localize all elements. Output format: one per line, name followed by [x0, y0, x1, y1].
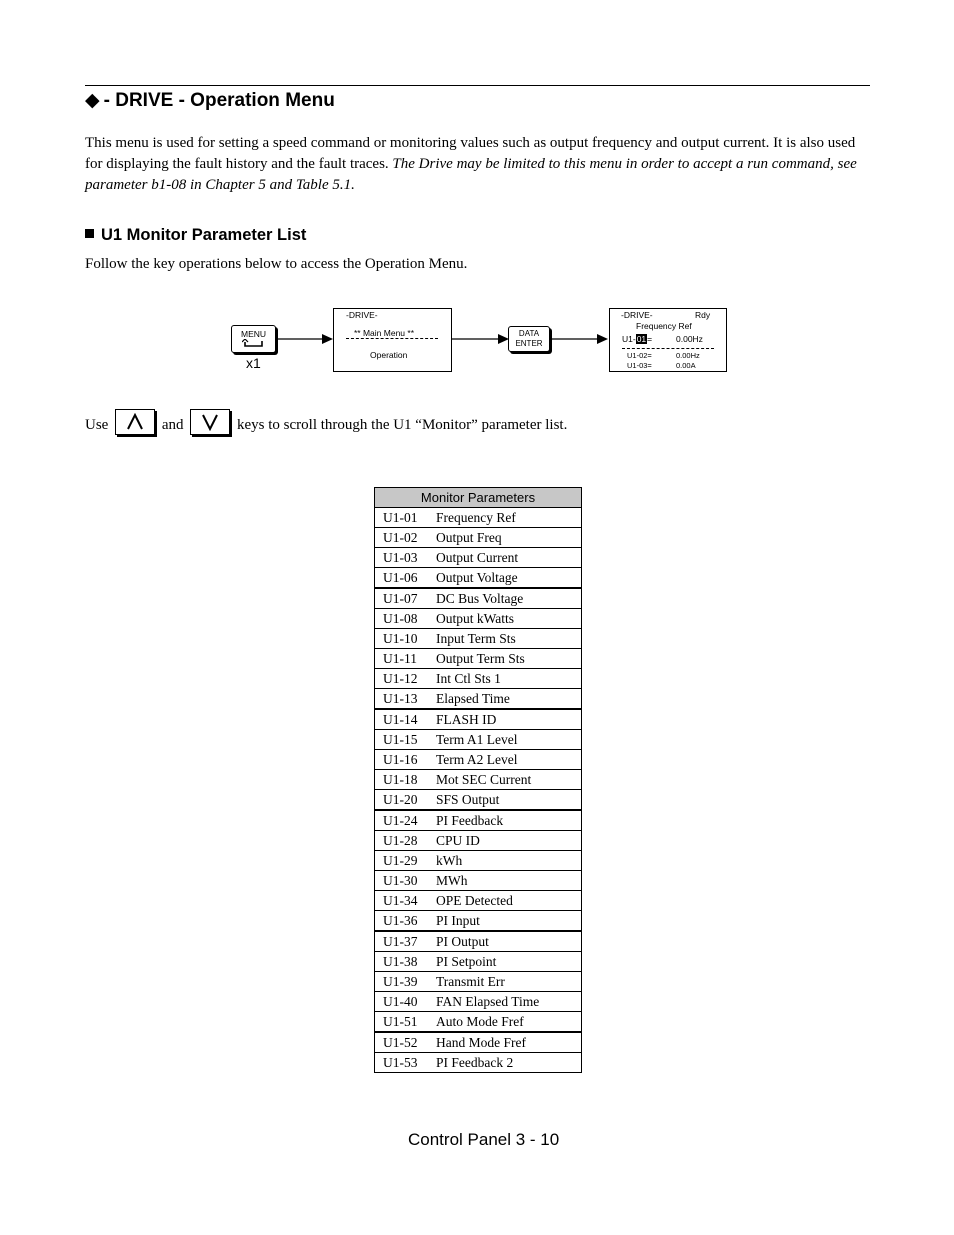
- top-rule: [85, 85, 870, 86]
- data-key-line1: DATA: [518, 329, 540, 338]
- lcd2-line3-prefix: U1-: [622, 334, 636, 344]
- lcd2-line1-left: -DRIVE-: [621, 310, 653, 320]
- lcd1-line3: Operation: [370, 350, 408, 360]
- table-row: [375, 568, 582, 589]
- up-key: [115, 409, 155, 435]
- table-row: [375, 891, 582, 911]
- parameter-code: U1-10: [375, 629, 437, 649]
- table-row: [375, 1032, 582, 1053]
- table-row: [375, 790, 582, 811]
- lcd-main-menu: [333, 308, 452, 372]
- parameter-code: U1-12: [375, 669, 437, 689]
- arrow-2: [452, 332, 510, 346]
- scroll-rest-text: keys to scroll through the U1 “Monitor” parameter list.: [237, 417, 568, 433]
- parameter-name: Output Freq: [436, 528, 582, 548]
- parameter-code: U1-06: [375, 568, 437, 589]
- table-row: [375, 750, 582, 770]
- parameter-name: SFS Output: [436, 790, 582, 811]
- return-arrow-icon: [242, 339, 266, 349]
- table-row: [375, 609, 582, 629]
- square-bullet-icon: [85, 229, 94, 238]
- parameter-name: Mot SEC Current: [436, 770, 582, 790]
- parameter-name: Output Voltage: [436, 568, 582, 589]
- parameter-code: U1-24: [375, 810, 437, 831]
- down-arrow-icon: [201, 413, 219, 431]
- lcd2-line3-eq: =: [647, 334, 653, 344]
- table-row: [375, 931, 582, 952]
- parameter-name: Hand Mode Fref: [436, 1032, 582, 1053]
- up-arrow-icon: [126, 413, 144, 431]
- lcd1-dash-line: [346, 338, 438, 339]
- lcd2-line3-highlight: 01: [636, 334, 647, 344]
- table-row: [375, 810, 582, 831]
- parameter-code: U1-16: [375, 750, 437, 770]
- lcd1-line2: ** Main Menu **: [354, 328, 415, 338]
- lcd2-line2: Frequency Ref: [636, 321, 692, 331]
- table-row: [375, 871, 582, 891]
- parameter-name: PI Output: [436, 931, 582, 952]
- follow-text: Follow the key operations below to access the Operation Menu.: [85, 256, 468, 272]
- parameter-code: U1-28: [375, 831, 437, 851]
- parameter-name: Frequency Ref: [436, 508, 582, 528]
- arrow-1: [276, 332, 334, 346]
- menu-key-label: MENU: [240, 329, 267, 339]
- parameter-name: PI Feedback 2: [436, 1053, 582, 1073]
- lcd2-line3: [622, 334, 652, 344]
- parameter-code: U1-13: [375, 689, 437, 710]
- lcd2-dash-line: [622, 348, 714, 349]
- table-row: [375, 508, 582, 528]
- parameter-code: U1-08: [375, 609, 437, 629]
- parameter-name: Output kWatts: [436, 609, 582, 629]
- parameter-code: U1-20: [375, 790, 437, 811]
- table-header: Monitor Parameters: [375, 488, 582, 508]
- scroll-use-text: Use: [85, 417, 109, 433]
- parameter-code: U1-02: [375, 528, 437, 548]
- lcd1-line1: -DRIVE-: [346, 310, 378, 320]
- parameter-code: U1-38: [375, 952, 437, 972]
- subsection-title: [85, 226, 306, 245]
- parameter-name: Transmit Err: [436, 972, 582, 992]
- section-title: [85, 89, 335, 112]
- table-row: [375, 709, 582, 730]
- table-row: [375, 528, 582, 548]
- parameter-code: U1-40: [375, 992, 437, 1012]
- table-row: [375, 669, 582, 689]
- parameter-code: U1-51: [375, 1012, 437, 1033]
- parameter-code: U1-29: [375, 851, 437, 871]
- table-body: [375, 508, 582, 1073]
- parameter-name: kWh: [436, 851, 582, 871]
- diamond-bullet-icon: ◆: [85, 90, 100, 111]
- parameter-name: Term A2 Level: [436, 750, 582, 770]
- parameter-code: U1-01: [375, 508, 437, 528]
- lcd2-line1-right: Rdy: [695, 310, 711, 320]
- parameter-name: Elapsed Time: [436, 689, 582, 710]
- parameter-code: U1-11: [375, 649, 437, 669]
- lcd2-line3-value: 0.00Hz: [676, 334, 703, 344]
- lcd2-line5-value: 0.00A: [676, 361, 696, 370]
- parameter-code: U1-36: [375, 911, 437, 932]
- parameter-name: DC Bus Voltage: [436, 588, 582, 609]
- parameter-code: U1-07: [375, 588, 437, 609]
- parameter-name: PI Input: [436, 911, 582, 932]
- intro-text: This menu is used for setting a speed command or monitoring values such as output frequency and output current. It is also used for displaying the fault history and the fault traces.: [85, 135, 856, 172]
- monitor-parameters-table: [374, 487, 582, 1073]
- lcd-frequency-ref: [609, 308, 727, 372]
- lcd2-line4-value: 0.00Hz: [676, 351, 700, 360]
- parameter-name: FLASH ID: [436, 709, 582, 730]
- parameter-code: U1-52: [375, 1032, 437, 1053]
- parameter-name: Output Term Sts: [436, 649, 582, 669]
- lcd2-line5-code: U1-03=: [627, 361, 652, 370]
- parameter-code: U1-03: [375, 548, 437, 568]
- table-row: [375, 972, 582, 992]
- table-row: [375, 548, 582, 568]
- intro-italic-text: The Drive may be limited to this menu in order to accept a run command, see parameter b1-08 in Chapter 5 and Table 5.1.: [85, 156, 857, 193]
- parameter-code: U1-34: [375, 891, 437, 911]
- data-key-line2: ENTER: [515, 339, 543, 348]
- scroll-and-text: and: [161, 417, 184, 433]
- parameter-code: U1-37: [375, 931, 437, 952]
- section-title-text: - DRIVE - Operation Menu: [103, 90, 335, 111]
- parameter-name: PI Feedback: [436, 810, 582, 831]
- table-row: [375, 851, 582, 871]
- parameter-name: Term A1 Level: [436, 730, 582, 750]
- parameter-code: U1-30: [375, 871, 437, 891]
- scroll-instruction: [85, 409, 567, 439]
- table-row: [375, 1012, 582, 1033]
- parameter-code: U1-15: [375, 730, 437, 750]
- table-row: [375, 992, 582, 1012]
- subsection-title-text: U1 Monitor Parameter List: [101, 226, 307, 244]
- menu-key: [231, 325, 276, 353]
- table-row: [375, 1053, 582, 1073]
- parameter-code: U1-53: [375, 1053, 437, 1073]
- lcd2-line4-code: U1-02=: [627, 351, 652, 360]
- table-row: [375, 831, 582, 851]
- page-footer: Control Panel 3 - 10: [408, 1130, 560, 1149]
- parameter-name: CPU ID: [436, 831, 582, 851]
- intro-paragraph: [85, 133, 870, 196]
- press-count: x1: [246, 355, 261, 371]
- parameter-code: U1-18: [375, 770, 437, 790]
- parameter-name: FAN Elapsed Time: [436, 992, 582, 1012]
- parameter-name: PI Setpoint: [436, 952, 582, 972]
- table-row: [375, 629, 582, 649]
- parameter-name: MWh: [436, 871, 582, 891]
- table-row: [375, 952, 582, 972]
- table-row: [375, 730, 582, 750]
- parameter-code: U1-39: [375, 972, 437, 992]
- table-row: [375, 588, 582, 609]
- parameter-name: OPE Detected: [436, 891, 582, 911]
- parameter-code: U1-14: [375, 709, 437, 730]
- table-row: [375, 911, 582, 932]
- parameter-name: Input Term Sts: [436, 629, 582, 649]
- parameter-name: Auto Mode Fref: [436, 1012, 582, 1033]
- down-key: [190, 409, 230, 435]
- data-enter-key: [508, 326, 550, 352]
- parameter-name: Int Ctl Sts 1: [436, 669, 582, 689]
- arrow-3: [551, 332, 609, 346]
- table-row: [375, 649, 582, 669]
- parameter-name: Output Current: [436, 548, 582, 568]
- table-row: [375, 770, 582, 790]
- table-row: [375, 689, 582, 710]
